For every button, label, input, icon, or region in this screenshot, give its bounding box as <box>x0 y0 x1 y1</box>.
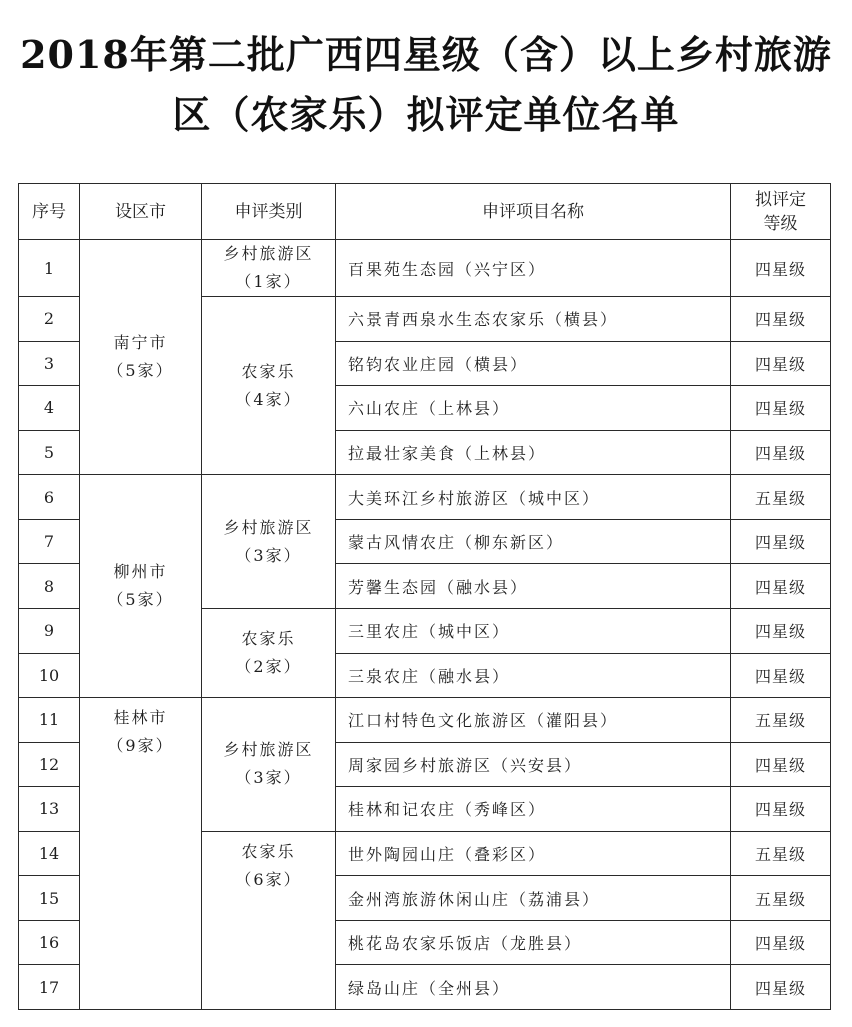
row-seq: 16 <box>19 920 80 965</box>
row-seq: 7 <box>19 519 80 564</box>
category-count: （3家） <box>235 545 302 565</box>
row-seq: 1 <box>19 240 80 297</box>
header-level-line-1: 拟评定 <box>755 189 806 210</box>
row-seq: 5 <box>19 430 80 475</box>
row-level: 五星级 <box>731 876 831 921</box>
category-cell <box>202 831 336 1009</box>
city-cell-liuzhou <box>80 475 202 698</box>
row-seq: 17 <box>19 965 80 1010</box>
row-seq: 3 <box>19 341 80 386</box>
row-level: 四星级 <box>731 430 831 475</box>
row-project-name: 绿岛山庄（全州县） <box>336 965 731 1010</box>
row-project-name: 蒙古风情农庄（柳东新区） <box>336 519 731 564</box>
row-project-name: 铭钧农业庄园（横县） <box>336 341 731 386</box>
city-count: （5家） <box>107 590 174 610</box>
row-seq: 10 <box>19 653 80 698</box>
row-seq: 12 <box>19 742 80 787</box>
category-name: 农家乐 <box>241 361 296 381</box>
row-level: 五星级 <box>731 831 831 876</box>
table-row <box>19 475 831 520</box>
row-level: 四星级 <box>731 787 831 832</box>
header-level <box>731 184 831 240</box>
city-name: 桂林市 <box>113 708 168 728</box>
row-level: 四星级 <box>731 386 831 431</box>
row-seq: 4 <box>19 386 80 431</box>
category-count: （2家） <box>235 657 302 676</box>
row-level: 四星级 <box>731 341 831 386</box>
table-header-row <box>19 184 831 240</box>
category-cell <box>202 297 336 475</box>
row-seq: 9 <box>19 608 80 653</box>
row-seq: 8 <box>19 564 80 609</box>
category-cell <box>202 698 336 832</box>
row-project-name: 六山农庄（上林县） <box>336 386 731 431</box>
row-level: 四星级 <box>731 297 831 342</box>
category-cell <box>202 240 336 297</box>
category-name: 乡村旅游区 <box>223 244 314 264</box>
row-level: 四星级 <box>731 965 831 1010</box>
row-project-name: 周家园乡村旅游区（兴安县） <box>336 742 731 787</box>
row-seq: 15 <box>19 876 80 921</box>
row-project-name: 拉最壮家美食（上林县） <box>336 430 731 475</box>
ratings-table <box>18 183 831 1010</box>
table-row <box>19 240 831 297</box>
city-cell-guilin <box>80 698 202 1010</box>
row-seq: 2 <box>19 297 80 342</box>
category-cell <box>202 608 336 697</box>
category-count: （1家） <box>235 272 302 292</box>
header-seq: 序号 <box>19 184 80 240</box>
category-name: 农家乐 <box>241 841 296 861</box>
row-project-name: 桂林和记农庄（秀峰区） <box>336 787 731 832</box>
row-project-name: 世外陶园山庄（叠彩区） <box>336 831 731 876</box>
row-level: 五星级 <box>731 475 831 520</box>
row-project-name: 六景青西泉水生态农家乐（横县） <box>336 297 731 342</box>
document-title-line-2: 区（农家乐）拟评定单位名单 <box>172 92 680 137</box>
category-count: （6家） <box>235 869 302 889</box>
row-seq: 11 <box>19 698 80 743</box>
document-title-line-1: 2018年第二批广西四星级（含）以上乡村旅游 <box>20 32 832 77</box>
city-count: （9家） <box>107 736 174 756</box>
header-city: 设区市 <box>80 184 202 240</box>
row-seq: 6 <box>19 475 80 520</box>
row-project-name: 百果苑生态园（兴宁区） <box>336 240 731 297</box>
category-name: 农家乐 <box>241 629 296 648</box>
table-row <box>19 698 831 743</box>
row-project-name: 大美环江乡村旅游区（城中区） <box>336 475 731 520</box>
row-level: 四星级 <box>731 240 831 297</box>
row-level: 四星级 <box>731 653 831 698</box>
city-cell-nanning <box>80 240 202 475</box>
row-seq: 13 <box>19 787 80 832</box>
row-project-name: 桃花岛农家乐饭店（龙胜县） <box>336 920 731 965</box>
row-seq: 14 <box>19 831 80 876</box>
category-name: 乡村旅游区 <box>223 740 314 760</box>
row-project-name: 芳馨生态园（融水县） <box>336 564 731 609</box>
row-project-name: 三里农庄（城中区） <box>336 608 731 653</box>
row-level: 五星级 <box>731 698 831 743</box>
category-name: 乡村旅游区 <box>223 517 314 537</box>
row-project-name: 金州湾旅游休闲山庄（荔浦县） <box>336 876 731 921</box>
header-category: 申评类别 <box>202 184 336 240</box>
city-count: （5家） <box>107 361 174 381</box>
city-name: 柳州市 <box>113 562 168 582</box>
category-count: （4家） <box>235 389 302 409</box>
row-level: 四星级 <box>731 564 831 609</box>
row-level: 四星级 <box>731 920 831 965</box>
header-project: 申评项目名称 <box>336 184 731 240</box>
city-name: 南宁市 <box>113 333 168 353</box>
row-level: 四星级 <box>731 742 831 787</box>
row-level: 四星级 <box>731 519 831 564</box>
row-project-name: 江口村特色文化旅游区（灌阳县） <box>336 698 731 743</box>
header-level-line-2: 等级 <box>763 213 798 234</box>
row-project-name: 三泉农庄（融水县） <box>336 653 731 698</box>
category-cell <box>202 475 336 609</box>
row-level: 四星级 <box>731 608 831 653</box>
category-count: （3家） <box>235 768 302 788</box>
